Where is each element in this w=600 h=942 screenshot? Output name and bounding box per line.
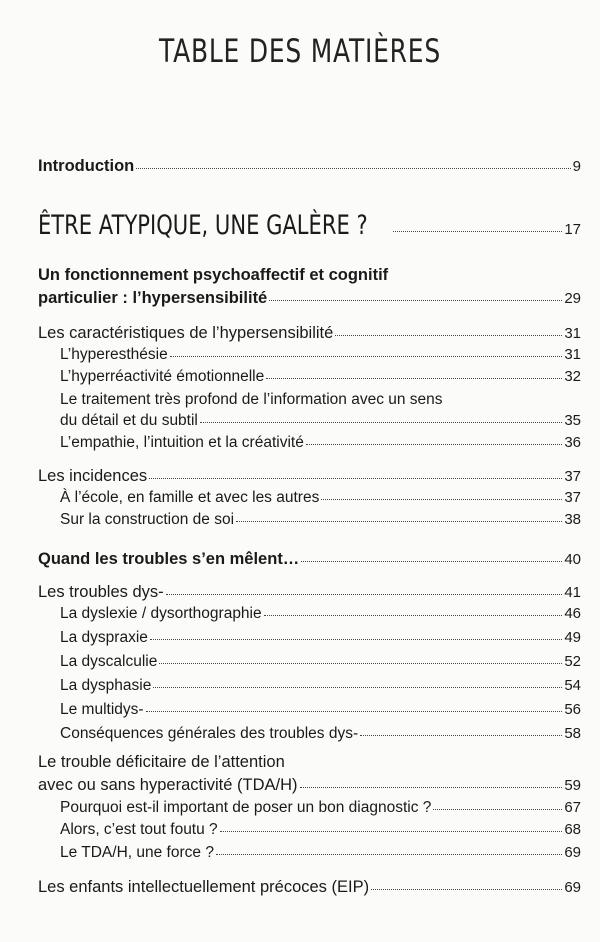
toc-entry-incidences[interactable] — [38, 468, 581, 485]
toc-page-number: 69 — [564, 844, 581, 861]
toc-entry-introduction[interactable] — [38, 158, 581, 175]
leader-dots — [146, 710, 563, 712]
toc-entry-foutu[interactable] — [60, 822, 581, 838]
toc-entry-multidys[interactable] — [60, 702, 581, 718]
toc-page-number: 52 — [564, 653, 581, 670]
leader-dots — [264, 614, 563, 616]
leader-dots — [393, 230, 563, 232]
toc-page-number: 37 — [564, 489, 581, 506]
toc-entry-label: Les enfants intellectuellement précoces (EIP) — [38, 878, 370, 896]
toc-entry-label: Le multidys- — [60, 701, 144, 718]
toc-entry-hyperesthesie[interactable] — [60, 347, 581, 363]
toc-entry-label: avec ou sans hyperactivité (TDA/H) — [38, 776, 298, 794]
toc-entry-label: La dyscalculie — [60, 653, 158, 670]
toc-entry-label: L’hyperréactivité émotionnelle — [60, 368, 265, 385]
toc-entry-construction[interactable] — [60, 512, 581, 528]
toc-entry-hypersensibilite[interactable] — [38, 290, 581, 307]
leader-dots — [306, 443, 562, 445]
leader-dots — [371, 888, 562, 890]
toc-page-number: 41 — [564, 584, 581, 601]
toc-entry-dyslexie[interactable] — [60, 606, 581, 622]
toc-entry-eip[interactable] — [38, 879, 581, 896]
leader-dots — [266, 377, 562, 379]
toc-page-number: 56 — [564, 701, 581, 718]
leader-dots — [136, 167, 570, 169]
toc-entry-label-line1: Le trouble déficitaire de l’attention — [38, 753, 285, 771]
leader-dots — [200, 421, 562, 423]
toc-entry-label: particulier : l’hypersensibilité — [38, 289, 268, 307]
toc-page-number: 46 — [564, 605, 581, 622]
leader-dots — [216, 853, 562, 855]
toc-entry-label: Introduction — [38, 157, 135, 175]
leader-dots — [153, 686, 562, 688]
leader-dots — [220, 830, 563, 832]
toc-entry-consequences[interactable] — [60, 726, 581, 742]
leader-dots — [149, 477, 562, 479]
toc-entry-part-atypique[interactable] — [38, 212, 581, 239]
toc-entry-dyspraxie[interactable] — [60, 630, 581, 646]
toc-entry-label-line1: Un fonctionnement psychoaffectif et cognitif — [38, 266, 389, 284]
toc-part-label: ÊTRE ATYPIQUE, UNE GALÈRE ? — [38, 210, 368, 241]
toc-page-number: 31 — [564, 346, 581, 363]
toc-entry-label: Pourquoi est-il important de poser un bon diagnostic ? — [60, 799, 432, 816]
toc-page-number: 58 — [564, 725, 581, 742]
page-title: TABLE DES MATIÈRES — [159, 32, 441, 70]
toc-entry-label: À l’école, en famille et avec les autres — [60, 489, 320, 506]
toc-entry-label: L’hyperesthésie — [60, 346, 168, 363]
leader-dots — [236, 520, 562, 522]
toc-entry-force[interactable] — [60, 845, 581, 861]
leader-dots — [300, 786, 563, 788]
leader-dots — [269, 299, 562, 301]
toc-entry-empathie[interactable] — [60, 435, 581, 451]
toc-page-number: 38 — [564, 511, 581, 528]
toc-entry-dysphasie[interactable] — [60, 678, 581, 694]
toc-entry-label: Conséquences générales des troubles dys- — [60, 725, 359, 742]
toc-entry-label: du détail et du subtil — [60, 412, 198, 429]
toc-entry-troubles[interactable] — [38, 551, 581, 568]
toc-page-number: 29 — [564, 290, 581, 307]
toc-page-number: 32 — [564, 368, 581, 385]
toc-page-number: 9 — [572, 158, 581, 175]
leader-dots — [166, 593, 563, 595]
toc-page-number: 37 — [564, 468, 581, 485]
leader-dots — [170, 355, 563, 357]
toc-entry-label: Alors, c’est tout foutu ? — [60, 821, 218, 838]
toc-entry-label: Sur la construction de soi — [60, 511, 235, 528]
toc-page-number: 17 — [564, 221, 581, 238]
toc-entry-dys[interactable] — [38, 584, 581, 601]
leader-dots — [150, 638, 562, 640]
toc-entry-caracteristiques[interactable] — [38, 325, 581, 342]
leader-dots — [360, 734, 562, 736]
toc-page-number: 40 — [564, 551, 581, 568]
toc-page-number: 49 — [564, 629, 581, 646]
toc-entry-label: Quand les troubles s’en mêlent… — [38, 550, 300, 568]
toc-entry-label: La dysphasie — [60, 677, 152, 694]
toc-page-number: 59 — [564, 777, 581, 794]
toc-entry-label: L’empathie, l’intuition et la créativité — [60, 434, 304, 451]
leader-dots — [159, 662, 562, 664]
toc-page-number: 35 — [564, 412, 581, 429]
toc-entry-label: Les incidences — [38, 467, 148, 485]
leader-dots — [321, 498, 562, 500]
toc-entry-label: Les caractéristiques de l’hypersensibilité — [38, 324, 334, 342]
toc-entry-label: La dyspraxie — [60, 629, 148, 646]
toc-entry-ecole[interactable] — [60, 490, 581, 506]
leader-dots — [301, 560, 562, 562]
toc-page-number: 54 — [564, 677, 581, 694]
toc-page-number: 68 — [564, 821, 581, 838]
toc-page-number: 69 — [564, 879, 581, 896]
toc-page-number: 67 — [564, 799, 581, 816]
toc-entry-label: Le TDA/H, une force ? — [60, 844, 214, 861]
toc-entry-traitement[interactable] — [60, 413, 581, 429]
toc-entry-label: La dyslexie / dysorthographie — [60, 605, 262, 622]
leader-dots — [335, 334, 562, 336]
toc-entry-tdah[interactable] — [38, 777, 581, 794]
toc-page-number: 36 — [564, 434, 581, 451]
toc-entry-dyscalculie[interactable] — [60, 654, 581, 670]
toc-entry-label-line1: Le traitement très profond de l’information avec un sens — [60, 391, 443, 408]
toc-page-number: 31 — [564, 325, 581, 342]
toc-entry-hyperreactivite[interactable] — [60, 369, 581, 385]
toc-entry-diagnostic[interactable] — [60, 800, 581, 816]
leader-dots — [433, 808, 562, 810]
toc-entry-label: Les troubles dys- — [38, 583, 164, 601]
